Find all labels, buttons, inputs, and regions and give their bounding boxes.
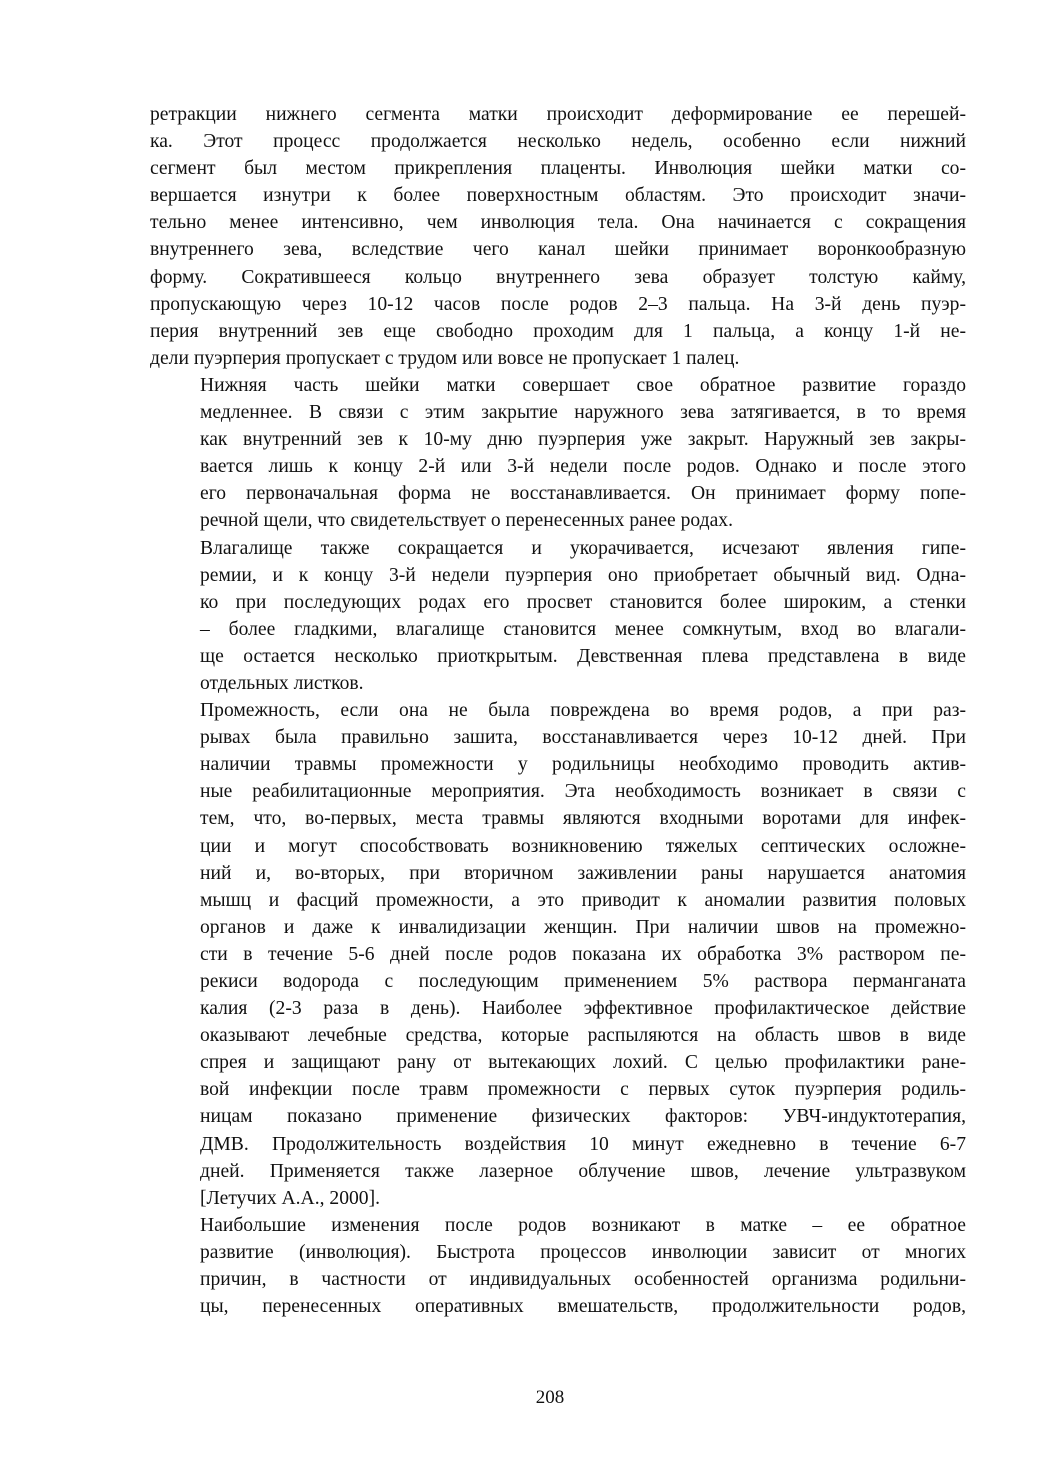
text-line: калия (2-3 раза в день). Наиболее эффективное профилактическое действие: [200, 998, 966, 1020]
text-line: рывах была правильно зашита, восстанавливается через 10-12 дней. При: [200, 727, 966, 749]
text-line: Влагалище также сокращается и укорачивается, исчезают явления гипе-: [200, 537, 966, 559]
text-line: вается лишь к концу 2-й или 3-й недели после родов. Однако и после этого: [200, 456, 966, 478]
text-line: тельно менее интенсивно, чем инволюция тела. Она начинается с сокращения: [150, 212, 966, 234]
text-line: отдельных листков.: [200, 672, 364, 694]
text-line: вой инфекции после травм промежности с первых суток пуэрперия родиль-: [200, 1079, 966, 1101]
text-line: рекиси водорода с последующим применением 5% раствора перманганата: [200, 971, 966, 992]
paragraph: [150, 1212, 966, 1320]
text-line: ко при последующих родах его просвет становится более широким, а стенки: [200, 591, 966, 613]
text-line: Наибольшие изменения после родов возникают в матке – ее обратное: [200, 1214, 966, 1236]
text-line: причин, в частности от индивидуальных особенностей организма родильни-: [200, 1269, 966, 1291]
text-line: дней. Применяется также лазерное облучение швов, лечение ультразвуком: [200, 1160, 966, 1182]
text-line: наличии травмы промежности у родильницы необходимо проводить актив-: [200, 754, 966, 776]
text-line: ные реабилитационные мероприятия. Эта необходимость возникает в связи с: [200, 781, 966, 803]
text-line: [Летучих А.А., 2000].: [200, 1187, 381, 1209]
text-line: – более гладкими, влагалище становится менее сомкнутым, вход во влагали-: [200, 618, 966, 640]
text-line: ний и, во-вторых, при вторичном заживлении раны нарушается анатомия: [200, 862, 966, 884]
text-line: сти в течение 5-6 дней после родов показана их обработка 3% раствором пе-: [200, 943, 966, 965]
text-line: цы, перенесенных оперативных вмешательств, продолжительности родов,: [200, 1296, 966, 1318]
text-line: как внутренний зев к 10-му дню пуэрперия уже закрыт. Наружный зев закры-: [200, 429, 966, 451]
text-line: ции и могут способствовать возникновению тяжелых септических осложне-: [200, 835, 966, 857]
text-line: развитие (инволюция). Быстрота процессов инволюции зависит от многих: [200, 1241, 966, 1263]
text-line: мышц и фасций промежности, а это приводит к аномалии развития половых: [200, 889, 966, 911]
text-line: ДМВ. Продолжительность воздействия 10 минут ежедневно в течение 6-7: [200, 1133, 966, 1155]
text-line: ще остается несколько приоткрытым. Девственная плева представлена в виде: [200, 645, 966, 667]
text-line: ретракции нижнего сегмента матки происходит деформирование ее перешей-: [150, 104, 966, 125]
text-line: спрея и защищают рану от вытекающих лохий. С целью профилактики ране-: [200, 1052, 966, 1074]
paragraph: [150, 697, 966, 1212]
text-line: ка. Этот процесс продолжается несколько недель, особенно если нижний: [150, 131, 966, 153]
text-line: сегмент был местом прикрепления плаценты. Инволюция шейки матки со-: [150, 158, 966, 180]
text-line: медленнее. В связи с этим закрытие наружного зева затягивается, в то время: [200, 402, 966, 424]
text-line: Нижняя часть шейки матки совершает свое обратное развитие гораздо: [200, 374, 966, 396]
text-line: дели пуэрперия пропускает с трудом или вовсе не пропускает 1 палец.: [150, 347, 740, 369]
page-body: [150, 101, 966, 1320]
text-line: его первоначальная форма не восстанавливается. Он принимает форму попе-: [200, 483, 966, 505]
page-number: 208: [535, 1387, 565, 1408]
text-line: тем, что, во-первых, места травмы являются входными воротами для инфек-: [200, 808, 966, 830]
paragraph: [150, 372, 966, 535]
paragraph: [150, 535, 966, 698]
text-line: ницам показано применение физических факторов: УВЧ-индуктотерапия,: [200, 1106, 966, 1128]
text-line: оказывают лечебные средства, которые распыляются на область швов в виде: [200, 1025, 966, 1047]
text-line: внутреннего зева, вследствие чего канал шейки принимает воронкообразную: [150, 239, 966, 261]
text-line: органов и даже к инвалидизации женщин. При наличии швов на промежно-: [200, 916, 966, 938]
text-line: ремии, и к концу 3-й недели пуэрперия оно приобретает обычный вид. Одна-: [200, 564, 966, 586]
text-line: речной щели, что свидетельствует о перенесенных ранее родах.: [200, 510, 734, 532]
text-line: Промежность, если она не была повреждена во время родов, а при раз-: [200, 700, 966, 722]
text-line: пропускающую через 10-12 часов после родов 2–3 пальца. На 3-й день пуэр-: [150, 293, 966, 315]
paragraph: [150, 101, 966, 372]
text-line: перия внутренний зев еще свободно проходим для 1 пальца, а концу 1-й не-: [150, 320, 966, 342]
text-line: форму. Сократившееся кольцо внутреннего зева образует толстую кайму,: [150, 266, 966, 288]
text-line: вершается изнутри к более поверхностным областям. Это происходит значи-: [150, 185, 966, 207]
